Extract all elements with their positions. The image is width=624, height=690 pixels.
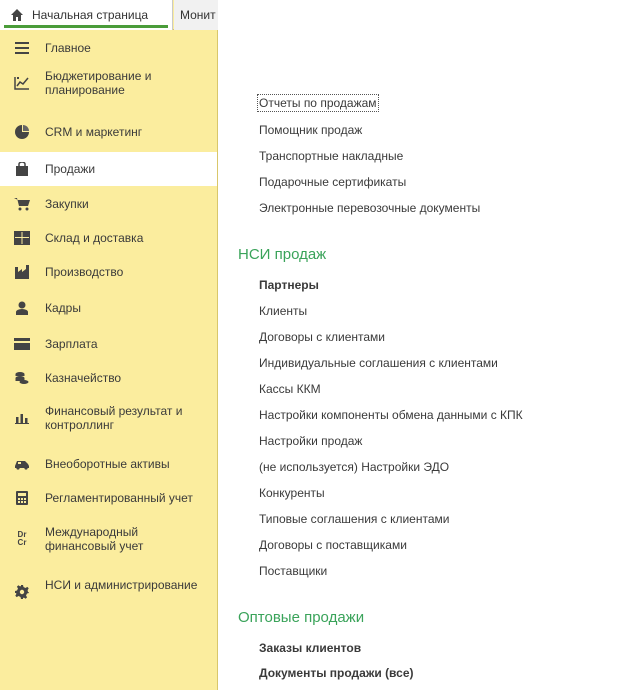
dr-text: Dr bbox=[17, 530, 27, 539]
sidebar bbox=[0, 30, 218, 690]
link-kpk-exchange-settings[interactable]: Настройки компоненты обмена данными с КПК bbox=[259, 408, 523, 422]
sidebar-item-purchases[interactable] bbox=[0, 190, 217, 218]
sidebar-item-label: Склад и доставка bbox=[45, 231, 144, 245]
tab-monitor[interactable] bbox=[174, 0, 218, 30]
car-icon bbox=[14, 456, 30, 472]
sidebar-item-label: Зарплата bbox=[45, 337, 98, 351]
sidebar-item-financial-result[interactable] bbox=[0, 398, 217, 438]
link-edo-settings[interactable]: (не используется) Настройки ЭДО bbox=[259, 460, 450, 474]
sidebar-item-salary[interactable] bbox=[0, 330, 217, 358]
coins-icon bbox=[14, 370, 30, 386]
gear-icon bbox=[14, 584, 30, 600]
person-icon bbox=[14, 300, 30, 316]
link-sales-assistant[interactable]: Помощник продаж bbox=[259, 123, 363, 137]
link-waybills[interactable]: Транспортные накладные bbox=[259, 149, 404, 163]
sidebar-item-budgeting[interactable] bbox=[0, 64, 217, 102]
section-title-nsi: НСИ продаж bbox=[238, 246, 327, 263]
link-client-contracts[interactable]: Договоры с клиентами bbox=[259, 330, 385, 344]
dr-cr-icon bbox=[14, 531, 30, 547]
sidebar-item-label: Финансовый результат и контроллинг bbox=[45, 404, 183, 432]
sidebar-item-label: Внеоборотные активы bbox=[45, 457, 170, 471]
link-clients[interactable]: Клиенты bbox=[259, 304, 308, 318]
content-panel bbox=[219, 0, 624, 690]
menu-lines-icon bbox=[14, 40, 30, 56]
link-typical-agreements[interactable]: Типовые соглашения с клиентами bbox=[259, 512, 450, 526]
tab-bar bbox=[0, 0, 218, 30]
link-partners[interactable]: Партнеры bbox=[259, 278, 319, 292]
tab-home[interactable] bbox=[0, 0, 173, 30]
link-electronic-transport-docs[interactable]: Электронные перевозочные документы bbox=[259, 201, 481, 215]
sidebar-item-main[interactable] bbox=[0, 34, 217, 62]
sidebar-item-label: Главное bbox=[45, 41, 91, 55]
sidebar-item-treasury[interactable] bbox=[0, 364, 217, 392]
sidebar-item-warehouse[interactable] bbox=[0, 224, 217, 252]
bar-chart-icon bbox=[14, 410, 30, 426]
sidebar-item-label: Продажи bbox=[45, 162, 96, 176]
sidebar-item-label: CRM и маркетинг bbox=[45, 125, 143, 139]
sidebar-item-label: Закупки bbox=[45, 197, 89, 211]
sidebar-item-sales[interactable] bbox=[0, 152, 217, 186]
sidebar-item-international-accounting[interactable] bbox=[0, 520, 217, 558]
pie-chart-icon bbox=[14, 124, 30, 140]
sidebar-item-label: Регламентированный учет bbox=[45, 491, 193, 505]
section-title-wholesale: Оптовые продажи bbox=[238, 609, 365, 626]
link-individual-agreements[interactable]: Индивидуальные соглашения с клиентами bbox=[259, 356, 498, 370]
sidebar-item-regulated-accounting[interactable] bbox=[0, 484, 217, 512]
tab-home-label: Начальная страница bbox=[32, 8, 149, 22]
sidebar-item-nsi-admin[interactable] bbox=[0, 572, 217, 610]
link-sales-settings[interactable]: Настройки продаж bbox=[259, 434, 363, 448]
cr-text: Cr bbox=[17, 538, 27, 547]
chart-line-icon bbox=[14, 75, 30, 91]
sidebar-item-label: Производство bbox=[45, 265, 124, 279]
active-tab-indicator bbox=[4, 25, 168, 28]
sidebar-item-hr[interactable] bbox=[0, 294, 217, 322]
warehouse-icon bbox=[14, 230, 30, 246]
sidebar-item-label: Казначейство bbox=[45, 371, 122, 385]
factory-icon bbox=[14, 264, 30, 280]
link-kkm-registers[interactable]: Кассы ККМ bbox=[259, 382, 321, 396]
sidebar-item-production[interactable] bbox=[0, 258, 217, 286]
sidebar-item-crm[interactable] bbox=[0, 118, 217, 146]
link-sales-documents-all[interactable]: Документы продажи (все) bbox=[259, 666, 414, 680]
sidebar-item-fixed-assets[interactable] bbox=[0, 450, 217, 478]
link-suppliers[interactable]: Поставщики bbox=[259, 564, 328, 578]
home-icon bbox=[10, 8, 24, 22]
calculator-icon bbox=[14, 490, 30, 506]
tab-monitor-label: Монит bbox=[180, 8, 216, 22]
sidebar-item-label: Бюджетирование и планирование bbox=[45, 69, 152, 97]
sidebar-item-label: Международный финансовый учет bbox=[45, 525, 144, 553]
link-supplier-contracts[interactable]: Договоры с поставщиками bbox=[259, 538, 407, 552]
link-gift-certificates[interactable]: Подарочные сертификаты bbox=[259, 175, 407, 189]
cart-icon bbox=[14, 196, 30, 212]
link-sales-reports[interactable]: Отчеты по продажам bbox=[259, 96, 377, 110]
shopping-bag-icon bbox=[14, 161, 30, 177]
sidebar-item-label: Кадры bbox=[45, 301, 81, 315]
link-customer-orders[interactable]: Заказы клиентов bbox=[259, 641, 362, 655]
link-competitors[interactable]: Конкуренты bbox=[259, 486, 325, 500]
sidebar-item-label: НСИ и администрирование bbox=[45, 578, 198, 592]
wallet-icon bbox=[14, 336, 30, 352]
